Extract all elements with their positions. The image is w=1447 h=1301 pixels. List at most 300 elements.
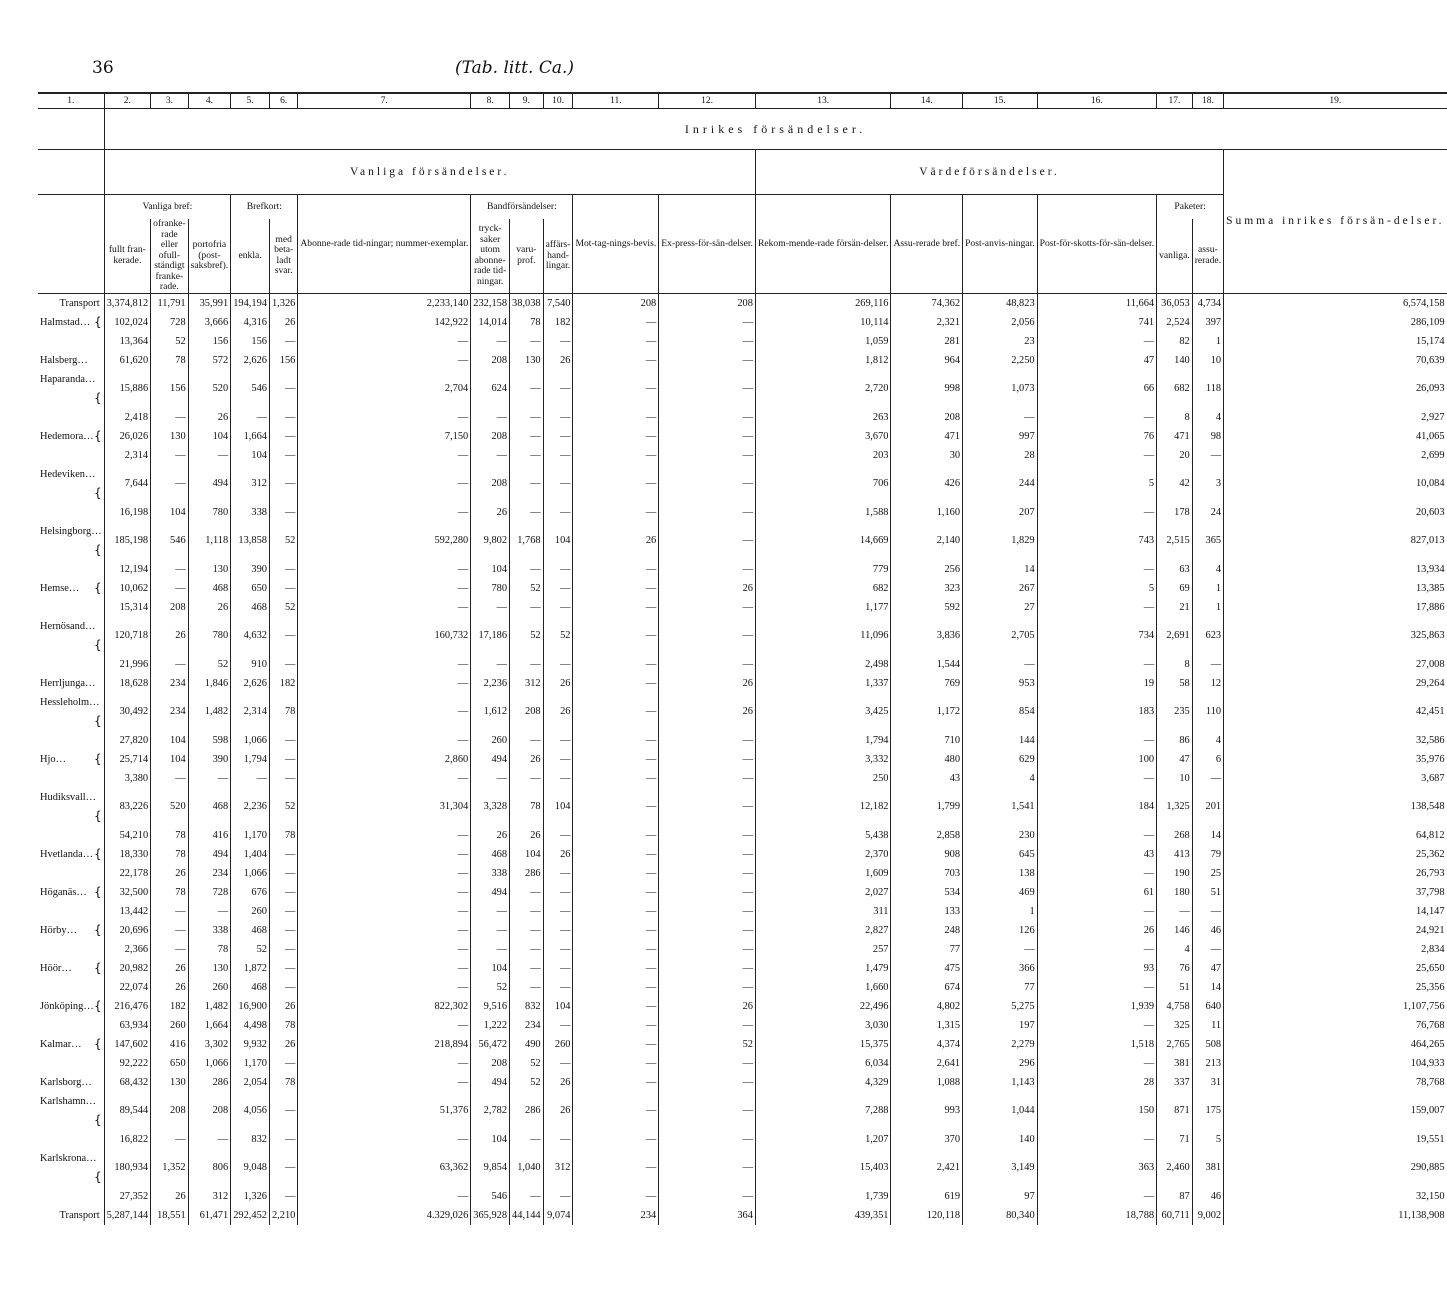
header-vanliga-forsandelser: Vanliga försändelser. — [104, 150, 755, 195]
cell-col-6: — — [269, 1054, 297, 1073]
cell-col-10: — — [543, 370, 573, 408]
cell-col-10: — — [543, 769, 573, 788]
cell-col-8: 208 — [471, 1054, 510, 1073]
place-name — [38, 902, 104, 921]
cell-col-7: — — [298, 826, 471, 845]
cell-col-4: 286 — [188, 1073, 231, 1092]
table-row — [38, 522, 1447, 560]
brace-mark: { — [93, 637, 102, 652]
cell-col-9: — — [510, 1130, 544, 1149]
cell-col-13: 6,034 — [755, 1054, 891, 1073]
cell-col-3: 104 — [151, 731, 189, 750]
cell-col-19: 32,586 — [1224, 731, 1447, 750]
table-row — [38, 997, 1447, 1016]
place-name — [38, 579, 104, 598]
cell-col-10: 26 — [543, 845, 573, 864]
cell-col-14: 769 — [891, 674, 963, 693]
cell-col-11: — — [573, 921, 659, 940]
cell-col-7: — — [298, 959, 471, 978]
cell-col-7: — — [298, 864, 471, 883]
column-number-row — [38, 93, 1447, 109]
cell-col-8: 494 — [471, 750, 510, 769]
cell-col-12: — — [659, 408, 756, 427]
cell-col-15: 2,279 — [963, 1035, 1038, 1054]
column-number: 4. — [188, 93, 231, 109]
cell-col-19: 19,551 — [1224, 1130, 1447, 1149]
cell-col-3: 130 — [151, 427, 189, 446]
table-row — [38, 1206, 1447, 1225]
cell-col-13: 10,114 — [755, 313, 891, 332]
cell-col-9: — — [510, 1187, 544, 1206]
cell-col-14: 256 — [891, 560, 963, 579]
cell-col-18: 381 — [1192, 1149, 1223, 1187]
column-number: 11. — [573, 93, 659, 109]
cell-col-7: 51,376 — [298, 1092, 471, 1130]
cell-col-5: 4,498 — [231, 1016, 270, 1035]
cell-col-11: — — [573, 674, 659, 693]
cell-col-15: 5,275 — [963, 997, 1038, 1016]
cell-col-9: — — [510, 370, 544, 408]
cell-col-12: — — [659, 1130, 756, 1149]
place-name-text: Hemse — [40, 582, 69, 594]
cell-col-6: — — [269, 940, 297, 959]
place-name-text: Hedeviken — [40, 468, 86, 480]
cell-col-15: 126 — [963, 921, 1038, 940]
cell-col-4: — — [188, 769, 231, 788]
cell-col-8: 9,802 — [471, 522, 510, 560]
brace-mark: { — [93, 884, 102, 899]
cell-col-8: 17,186 — [471, 617, 510, 655]
cell-col-19: 26,793 — [1224, 864, 1447, 883]
cell-col-19: 41,065 — [1224, 427, 1447, 446]
cell-col-9: 38,038 — [510, 293, 544, 313]
cell-col-19: 104,933 — [1224, 1054, 1447, 1073]
cell-col-6: — — [269, 1130, 297, 1149]
cell-col-17: 235 — [1157, 693, 1193, 731]
cell-col-10: 312 — [543, 1149, 573, 1187]
place-name-text: Hörby — [40, 924, 67, 936]
cell-col-9: 208 — [510, 693, 544, 731]
cell-col-12: — — [659, 959, 756, 978]
cell-col-7: — — [298, 465, 471, 503]
cell-col-16: — — [1037, 598, 1156, 617]
cell-col-4: 1,664 — [188, 1016, 231, 1035]
cell-col-13: 682 — [755, 579, 891, 598]
cell-col-4: 1,066 — [188, 1054, 231, 1073]
cell-col-19: 286,109 — [1224, 313, 1447, 332]
place-name-text: Hessleholm — [40, 696, 90, 708]
cell-col-8: — — [471, 655, 510, 674]
cell-col-11: — — [573, 332, 659, 351]
cell-col-15: 48,823 — [963, 293, 1038, 313]
cell-col-7: — — [298, 769, 471, 788]
cell-col-14: 471 — [891, 427, 963, 446]
cell-col-5: 910 — [231, 655, 270, 674]
cell-col-4: 1,482 — [188, 997, 231, 1016]
cell-col-12: 52 — [659, 1035, 756, 1054]
cell-col-16: — — [1037, 902, 1156, 921]
cell-col-19: 17,886 — [1224, 598, 1447, 617]
cell-col-14: 133 — [891, 902, 963, 921]
cell-col-17: 325 — [1157, 1016, 1193, 1035]
cell-col-15: 1,143 — [963, 1073, 1038, 1092]
cell-col-13: 1,812 — [755, 351, 891, 370]
cell-col-17: 180 — [1157, 883, 1193, 902]
cell-col-2: 15,886 — [104, 370, 151, 408]
cell-col-5: 832 — [231, 1130, 270, 1149]
cell-col-14: 2,321 — [891, 313, 963, 332]
cell-col-12: 26 — [659, 674, 756, 693]
cell-col-12: — — [659, 1054, 756, 1073]
cell-col-14: 74,362 — [891, 293, 963, 313]
cell-col-6: 78 — [269, 1073, 297, 1092]
cell-col-6: — — [269, 579, 297, 598]
cell-col-9: 832 — [510, 997, 544, 1016]
cell-col-17: 1,325 — [1157, 788, 1193, 826]
table-row — [38, 769, 1447, 788]
place-name — [38, 1187, 104, 1206]
cell-col-11: — — [573, 1016, 659, 1035]
cell-col-4: 3,302 — [188, 1035, 231, 1054]
header-inrikes: Inrikes försändelser. — [104, 109, 1446, 150]
leader-dots: … — [85, 791, 96, 803]
table-row — [38, 579, 1447, 598]
cell-col-8: 232,158 — [471, 293, 510, 313]
cell-col-5: 676 — [231, 883, 270, 902]
cell-col-19: 20,603 — [1224, 503, 1447, 522]
cell-col-10: — — [543, 1016, 573, 1035]
cell-col-11: — — [573, 408, 659, 427]
place-name-text: Transport — [59, 297, 100, 309]
cell-col-4: 260 — [188, 978, 231, 997]
cell-col-10: — — [543, 883, 573, 902]
cell-col-7: 2,233,140 — [298, 293, 471, 313]
cell-col-12: — — [659, 940, 756, 959]
cell-col-11: — — [573, 503, 659, 522]
place-name-text: Karlsborg — [40, 1076, 82, 1088]
cell-col-4: 416 — [188, 826, 231, 845]
cell-col-18: 14 — [1192, 978, 1223, 997]
cell-col-8: 338 — [471, 864, 510, 883]
place-name — [38, 1035, 104, 1054]
header-paketer: Paketer: — [1157, 195, 1224, 220]
cell-col-17: 63 — [1157, 560, 1193, 579]
cell-col-7: — — [298, 1130, 471, 1149]
cell-col-11: — — [573, 693, 659, 731]
cell-col-11: 208 — [573, 293, 659, 313]
cell-col-6: — — [269, 560, 297, 579]
cell-col-8: 546 — [471, 1187, 510, 1206]
cell-col-3: — — [151, 579, 189, 598]
cell-col-17: — — [1157, 902, 1193, 921]
cell-col-2: 2,418 — [104, 408, 151, 427]
cell-col-10: — — [543, 940, 573, 959]
leader-dots: … — [82, 848, 94, 860]
cell-col-6: 2,210 — [269, 1206, 297, 1225]
cell-col-12: — — [659, 788, 756, 826]
cell-col-6: 156 — [269, 351, 297, 370]
cell-col-6: — — [269, 902, 297, 921]
cell-col-9: — — [510, 731, 544, 750]
cell-col-13: 1,660 — [755, 978, 891, 997]
leader-dots: … — [66, 924, 77, 936]
cell-col-7: 160,732 — [298, 617, 471, 655]
cell-col-17: 8 — [1157, 408, 1193, 427]
cell-col-14: 120,118 — [891, 1206, 963, 1225]
cell-col-2: 2,314 — [104, 446, 151, 465]
place-name — [38, 731, 104, 750]
cell-col-9: — — [510, 978, 544, 997]
cell-col-7: — — [298, 940, 471, 959]
cell-col-13: 203 — [755, 446, 891, 465]
cell-col-5: 546 — [231, 370, 270, 408]
cell-col-17: 10 — [1157, 769, 1193, 788]
cell-col-5: 650 — [231, 579, 270, 598]
cell-col-4: 26 — [188, 408, 231, 427]
cell-col-11: — — [573, 313, 659, 332]
leader-dots: … — [85, 620, 96, 632]
cell-col-3: 234 — [151, 674, 189, 693]
cell-col-16: 184 — [1037, 788, 1156, 826]
place-name-text: Hernösand — [40, 620, 86, 632]
cell-col-13: 11,096 — [755, 617, 891, 655]
cell-col-2: 27,820 — [104, 731, 151, 750]
cell-col-5: 13,858 — [231, 522, 270, 560]
cell-col-5: 9,932 — [231, 1035, 270, 1054]
place-name-text: Herrljunga — [40, 677, 86, 689]
cell-col-14: 1,315 — [891, 1016, 963, 1035]
cell-col-14: 1,088 — [891, 1073, 963, 1092]
brace-mark: { — [93, 428, 102, 443]
cell-col-6: — — [269, 408, 297, 427]
cell-col-11: — — [573, 1149, 659, 1187]
leader-dots: … — [89, 696, 100, 708]
cell-col-10: 52 — [543, 617, 573, 655]
cell-col-10: — — [543, 750, 573, 769]
cell-col-8: 468 — [471, 845, 510, 864]
place-name — [38, 332, 104, 351]
cell-col-10: — — [543, 408, 573, 427]
place-name — [38, 1016, 104, 1035]
cell-col-4: 572 — [188, 351, 231, 370]
cell-col-6: — — [269, 446, 297, 465]
cell-col-18: 213 — [1192, 1054, 1223, 1073]
leader-dots: … — [76, 886, 87, 898]
cell-col-8: 2,236 — [471, 674, 510, 693]
cell-col-19: 42,451 — [1224, 693, 1447, 731]
cell-col-19: 78,768 — [1224, 1073, 1447, 1092]
cell-col-3: 26 — [151, 959, 189, 978]
place-name — [38, 883, 104, 902]
cell-col-4: 390 — [188, 750, 231, 769]
place-name — [38, 351, 104, 370]
cell-col-7: 142,922 — [298, 313, 471, 332]
place-name-text: Hudiksvall — [40, 791, 86, 803]
cell-col-11: — — [573, 750, 659, 769]
place-name-text: Karlshamn — [40, 1095, 86, 1107]
cell-col-15: 28 — [963, 446, 1038, 465]
cell-col-10: 182 — [543, 313, 573, 332]
cell-col-6: 26 — [269, 997, 297, 1016]
column-number: 10. — [543, 93, 573, 109]
cell-col-17: 71 — [1157, 1130, 1193, 1149]
cell-col-13: 15,403 — [755, 1149, 891, 1187]
cell-col-16: 734 — [1037, 617, 1156, 655]
cell-col-7: — — [298, 1073, 471, 1092]
cell-col-16: 1,939 — [1037, 997, 1156, 1016]
cell-col-7: 2,860 — [298, 750, 471, 769]
header-col-5: enkla. — [231, 219, 270, 293]
cell-col-12: — — [659, 503, 756, 522]
cell-col-4: 494 — [188, 465, 231, 503]
cell-col-8: 1,612 — [471, 693, 510, 731]
cell-col-6: — — [269, 750, 297, 769]
cell-col-5: 1,404 — [231, 845, 270, 864]
page-number: 36 — [92, 58, 114, 78]
cell-col-11: — — [573, 826, 659, 845]
cell-col-19: 70,639 — [1224, 351, 1447, 370]
cell-col-11: — — [573, 1092, 659, 1130]
cell-col-5: 1,872 — [231, 959, 270, 978]
cell-col-6: 52 — [269, 788, 297, 826]
cell-col-17: 51 — [1157, 978, 1193, 997]
header-col-2: fullt fran-kerade. — [104, 219, 151, 293]
cell-col-2: 180,934 — [104, 1149, 151, 1187]
cell-col-19: 10,084 — [1224, 465, 1447, 503]
cell-col-8: 780 — [471, 579, 510, 598]
cell-col-15: 138 — [963, 864, 1038, 883]
cell-col-9: — — [510, 598, 544, 617]
cell-col-10: — — [543, 978, 573, 997]
cell-col-12: — — [659, 598, 756, 617]
cell-col-2: 63,934 — [104, 1016, 151, 1035]
cell-col-4: 338 — [188, 921, 231, 940]
cell-col-12: — — [659, 332, 756, 351]
place-name — [38, 959, 104, 978]
cell-col-16: 11,664 — [1037, 293, 1156, 313]
cell-col-18: 118 — [1192, 370, 1223, 408]
cell-col-17: 86 — [1157, 731, 1193, 750]
cell-col-14: 674 — [891, 978, 963, 997]
cell-col-2: 20,982 — [104, 959, 151, 978]
cell-col-10: — — [543, 902, 573, 921]
leader-dots: … — [79, 316, 91, 328]
place-name — [38, 845, 104, 864]
cell-col-18: 1 — [1192, 579, 1223, 598]
cell-col-17: 381 — [1157, 1054, 1193, 1073]
place-name — [38, 750, 104, 769]
cell-col-19: 3,687 — [1224, 769, 1447, 788]
cell-col-10: — — [543, 446, 573, 465]
cell-col-7: — — [298, 902, 471, 921]
cell-col-5: 2,626 — [231, 674, 270, 693]
cell-col-14: 323 — [891, 579, 963, 598]
cell-col-19: 2,699 — [1224, 446, 1447, 465]
cell-col-15: 1,044 — [963, 1092, 1038, 1130]
cell-col-18: 5 — [1192, 1130, 1223, 1149]
cell-col-10: — — [543, 465, 573, 503]
column-number: 15. — [963, 93, 1038, 109]
cell-col-16: — — [1037, 1054, 1156, 1073]
cell-col-11: — — [573, 883, 659, 902]
cell-col-16: 150 — [1037, 1092, 1156, 1130]
cell-col-11: — — [573, 655, 659, 674]
place-name — [38, 313, 104, 332]
cell-col-7: — — [298, 503, 471, 522]
cell-col-6: — — [269, 845, 297, 864]
cell-col-15: 296 — [963, 1054, 1038, 1073]
cell-col-12: — — [659, 750, 756, 769]
cell-col-18: — — [1192, 655, 1223, 674]
leader-dots: … — [71, 1038, 82, 1050]
cell-col-14: 4,374 — [891, 1035, 963, 1054]
cell-col-11: — — [573, 598, 659, 617]
cell-col-4: 78 — [188, 940, 231, 959]
place-name — [38, 997, 104, 1016]
cell-col-10: 7,540 — [543, 293, 573, 313]
cell-col-9: — — [510, 503, 544, 522]
cell-col-18: — — [1192, 940, 1223, 959]
cell-col-9: 78 — [510, 788, 544, 826]
cell-col-13: 257 — [755, 940, 891, 959]
cell-col-2: 7,644 — [104, 465, 151, 503]
cell-col-4: 52 — [188, 655, 231, 674]
cell-col-15: 2,705 — [963, 617, 1038, 655]
cell-col-15: 997 — [963, 427, 1038, 446]
header-bandforsandelser: Bandförsändelser: — [471, 195, 573, 220]
cell-col-12: — — [659, 313, 756, 332]
cell-col-13: 269,116 — [755, 293, 891, 313]
brace-mark: { — [93, 751, 102, 766]
cell-col-9: 1,040 — [510, 1149, 544, 1187]
cell-col-11: 26 — [573, 522, 659, 560]
cell-col-17: 471 — [1157, 427, 1193, 446]
cell-col-2: 16,822 — [104, 1130, 151, 1149]
place-name-text: Transport — [59, 1209, 100, 1221]
cell-col-9: — — [510, 769, 544, 788]
cell-col-8: — — [471, 921, 510, 940]
header-blank — [38, 150, 104, 195]
cell-col-17: 682 — [1157, 370, 1193, 408]
cell-col-15: 366 — [963, 959, 1038, 978]
cell-col-6: — — [269, 370, 297, 408]
place-name — [38, 864, 104, 883]
cell-col-14: 77 — [891, 940, 963, 959]
cell-col-15: 97 — [963, 1187, 1038, 1206]
cell-col-4: 104 — [188, 427, 231, 446]
place-name — [38, 560, 104, 579]
table-row — [38, 693, 1447, 731]
cell-col-16: 363 — [1037, 1149, 1156, 1187]
cell-col-12: — — [659, 769, 756, 788]
cell-col-14: 908 — [891, 845, 963, 864]
cell-col-18: 623 — [1192, 617, 1223, 655]
column-number: 14. — [891, 93, 963, 109]
cell-col-14: 993 — [891, 1092, 963, 1130]
cell-col-12: — — [659, 845, 756, 864]
cell-col-16: — — [1037, 446, 1156, 465]
cell-col-6: — — [269, 731, 297, 750]
cell-col-18: 397 — [1192, 313, 1223, 332]
cell-col-2: 30,492 — [104, 693, 151, 731]
column-number: 2. — [104, 93, 151, 109]
place-name — [38, 598, 104, 617]
cell-col-18: 201 — [1192, 788, 1223, 826]
cell-col-3: 18,551 — [151, 1206, 189, 1225]
cell-col-16: 66 — [1037, 370, 1156, 408]
cell-col-5: 260 — [231, 902, 270, 921]
cell-col-5: 390 — [231, 560, 270, 579]
